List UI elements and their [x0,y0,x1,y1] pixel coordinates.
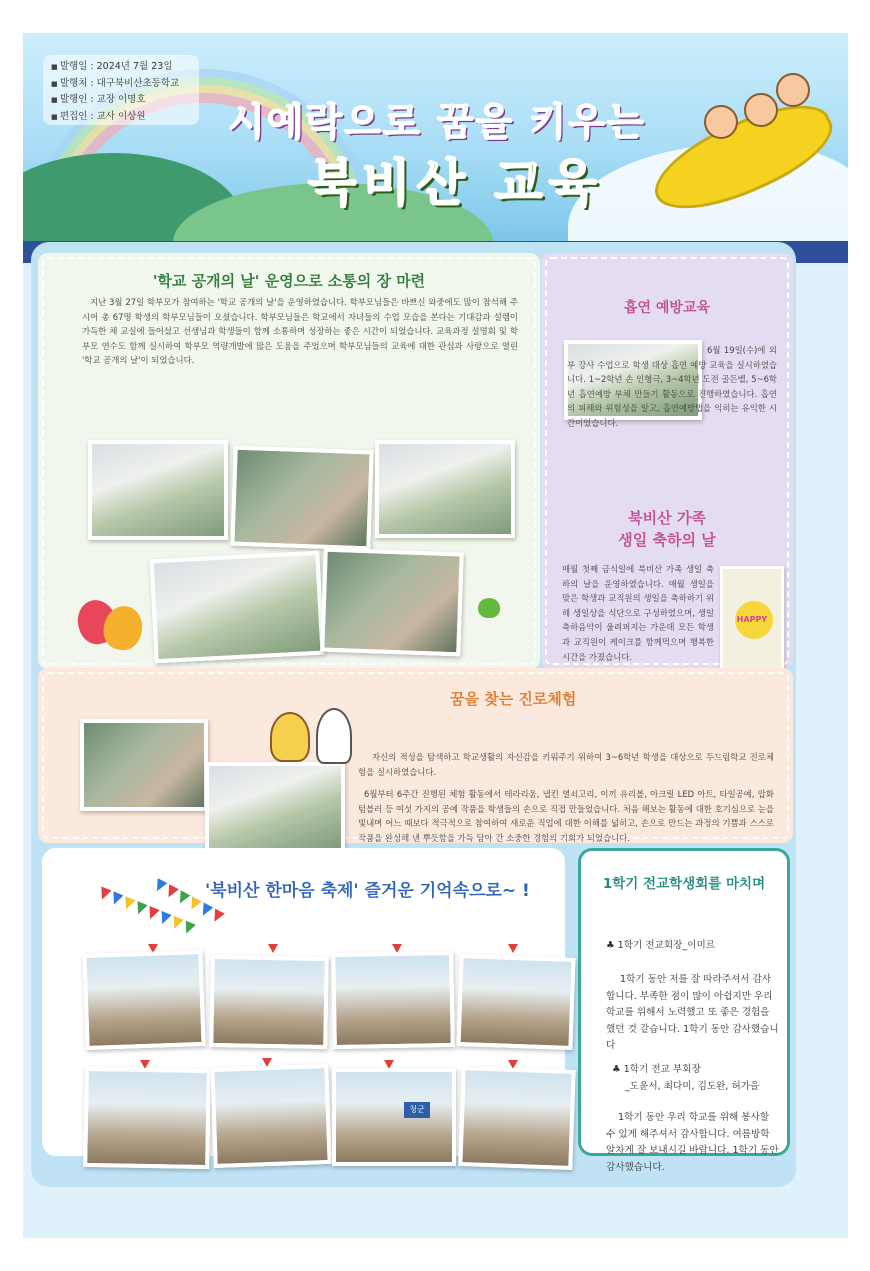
header-illustration [23,33,848,241]
birthday-body: 매월 첫째 금식일에 북비산 가족 생일 축하의 날을 운영하였습니다. 매월 생일을 맞은 학생과 교직원의 생일을 축하하기 위해 생일상을 식단으로 구성하였으며, 생일 축하음악이 울려퍼지는 가운데 모든 학생과 교직원이 케이크를 함께먹으며 행복한 시간을 가졌습니다. [562,564,714,662]
birthday-photo [720,566,784,674]
festival-photo [458,1066,575,1170]
publication-info [43,55,199,125]
student-council-title: 1학기 전교학생회를 마치며 [602,876,766,892]
festival-photo [210,1064,331,1168]
child-illustration [776,73,810,107]
vice-president-names: _도윤서, 최다미, 김도완, 허가을 [625,1081,760,1092]
child-illustration [744,93,778,127]
career-photo [205,762,345,852]
festival-title: '북비산 한마음 축제' 즐거운 기억속으로~ ! [205,881,530,901]
career-body-detail: 6월부터 6주간 진행된 체험 활동에서 테라리움, 냅킨 열쇠고리, 이끼 유리볼, 아크릴 LED 아트, 타일공예, 압화 텀블러 등 여섯 가지의 공예 작품을 학생들의 손으로 직접 만들었습니다. 처음 해보는 활동에 대한 호기심으로 눈을 빛내며 어느 때보다 적극적으로 참여하여 새로운 직업에 대한 이해를 넓히고, 손으로 만드는 과정의 기쁨과 스스로 작품을 완성해 낸 뿌듯함을 가득 담아 간 소중한 경험의 기회가 되었습니다. [358,789,774,843]
birthday-title-line2: 생일 축하의 날 [618,531,716,549]
birthday-title-line1: 북비산 가족 [628,509,706,527]
sprout-icon [478,598,500,618]
vice-president-heading: ♣ 1학기 전교 부회장 [612,1064,701,1075]
president-heading: ♣ 1학기 전교회장_이미르 [606,940,716,951]
open-day-photo [230,446,373,551]
festival-photo [331,951,455,1049]
vice-president-message: 1학기 동안 우리 학교를 위해 봉사할 수 있게 해주셔서 감사합니다. 여름방학 알차게 잘 보내시길 바랍니다. 1학기 동안 감사했습니다. [606,1112,779,1173]
chef-character-icon [316,708,352,764]
career-title: 꿈을 찾는 진로체험 [450,690,577,708]
team-sign: 청군 [404,1102,430,1118]
festival-photo [332,1068,456,1166]
child-illustration [704,105,738,139]
masthead-title: 북비산 교육 [308,154,603,212]
president-message: 1학기 동안 저를 잘 따라주셔서 감사합니다. 부족한 점이 많이 아쉽지만 우리 학교를 위해서 노력했고 또 좋은 경험을 했던 것 같습니다. 1학기 동안 감사했습니다 [606,974,779,1051]
publish-date: ■ 발행일 : 2024년 7월 23일 [51,59,191,76]
open-day-photo [375,440,515,538]
open-day-photo [149,551,324,664]
pin-icon [268,944,278,953]
open-day-body: 지난 3월 27일 학부모가 참여하는 '학교 공개의 날'을 운영하였습니다. 학부모님들은 바쁘신 와중에도 많이 참석해 주시어 총 67명 학생의 학부모님들이 오셨습니다. 학부모님들은 학교에서 자녀들의 수업 모습을 본다는 기대감과 설렘이 가득한 채 교실에 들어섰고 선생님과 학생들이 함께 소통하며 성장하는 좋은 시간이 되었습니다. 교육과정 설명회 및 학부모 연수도 함께 실시하여 학부모 역량개발에 많은 도움을 주었으며 학부모님들의 교육에 대한 관심과 사랑으로 열린 '학교 공개의 날'이 되었습니다. [82,297,518,366]
pin-icon [508,944,518,953]
issuer: ■ 발행인 : 교장 이명호 [51,92,191,109]
career-body-intro: 자신의 적성을 탐색하고 학교생활의 자신감을 키워주기 위하여 3~6학년 학생을 대상으로 두드림학교 진로체험을 실시하였습니다. [358,752,774,777]
smoking-body: 6월 19일(수)에 외부 강사 수업으로 학생 대상 흡연 예방 교육을 실시하였습니다. 1~2학년 손 인형극, 3~4학년 도전 골든벨, 5~6학년 흡연예방 부채 만들기 활동으로 진행하였습니다. 흡연의 피해와 위험성을 알고, 흡연예방법을 익히는 유익한 시간이었습니다. [567,345,777,428]
birthday-card-text: HAPPY [736,615,768,624]
smoking-title: 흡연 예방교육 [623,300,711,316]
publisher: ■ 발행처 : 대구북비산초등학교 [51,76,191,93]
open-day-photo [88,440,228,540]
festival-photo [456,954,575,1050]
festival-photo [82,950,205,1050]
open-day-photo [320,548,464,657]
editor: ■ 편집인 : 교사 이상원 [51,109,191,126]
festival-photo [83,1067,211,1169]
festival-photo [209,955,329,1049]
worker-character-icon [270,712,310,762]
career-photo [80,719,208,811]
open-day-title: '학교 공개의 날' 운영으로 소통의 장 마련 [152,272,426,290]
masthead-subtitle: 시예락으로 꿈을 키우는 [228,100,646,144]
